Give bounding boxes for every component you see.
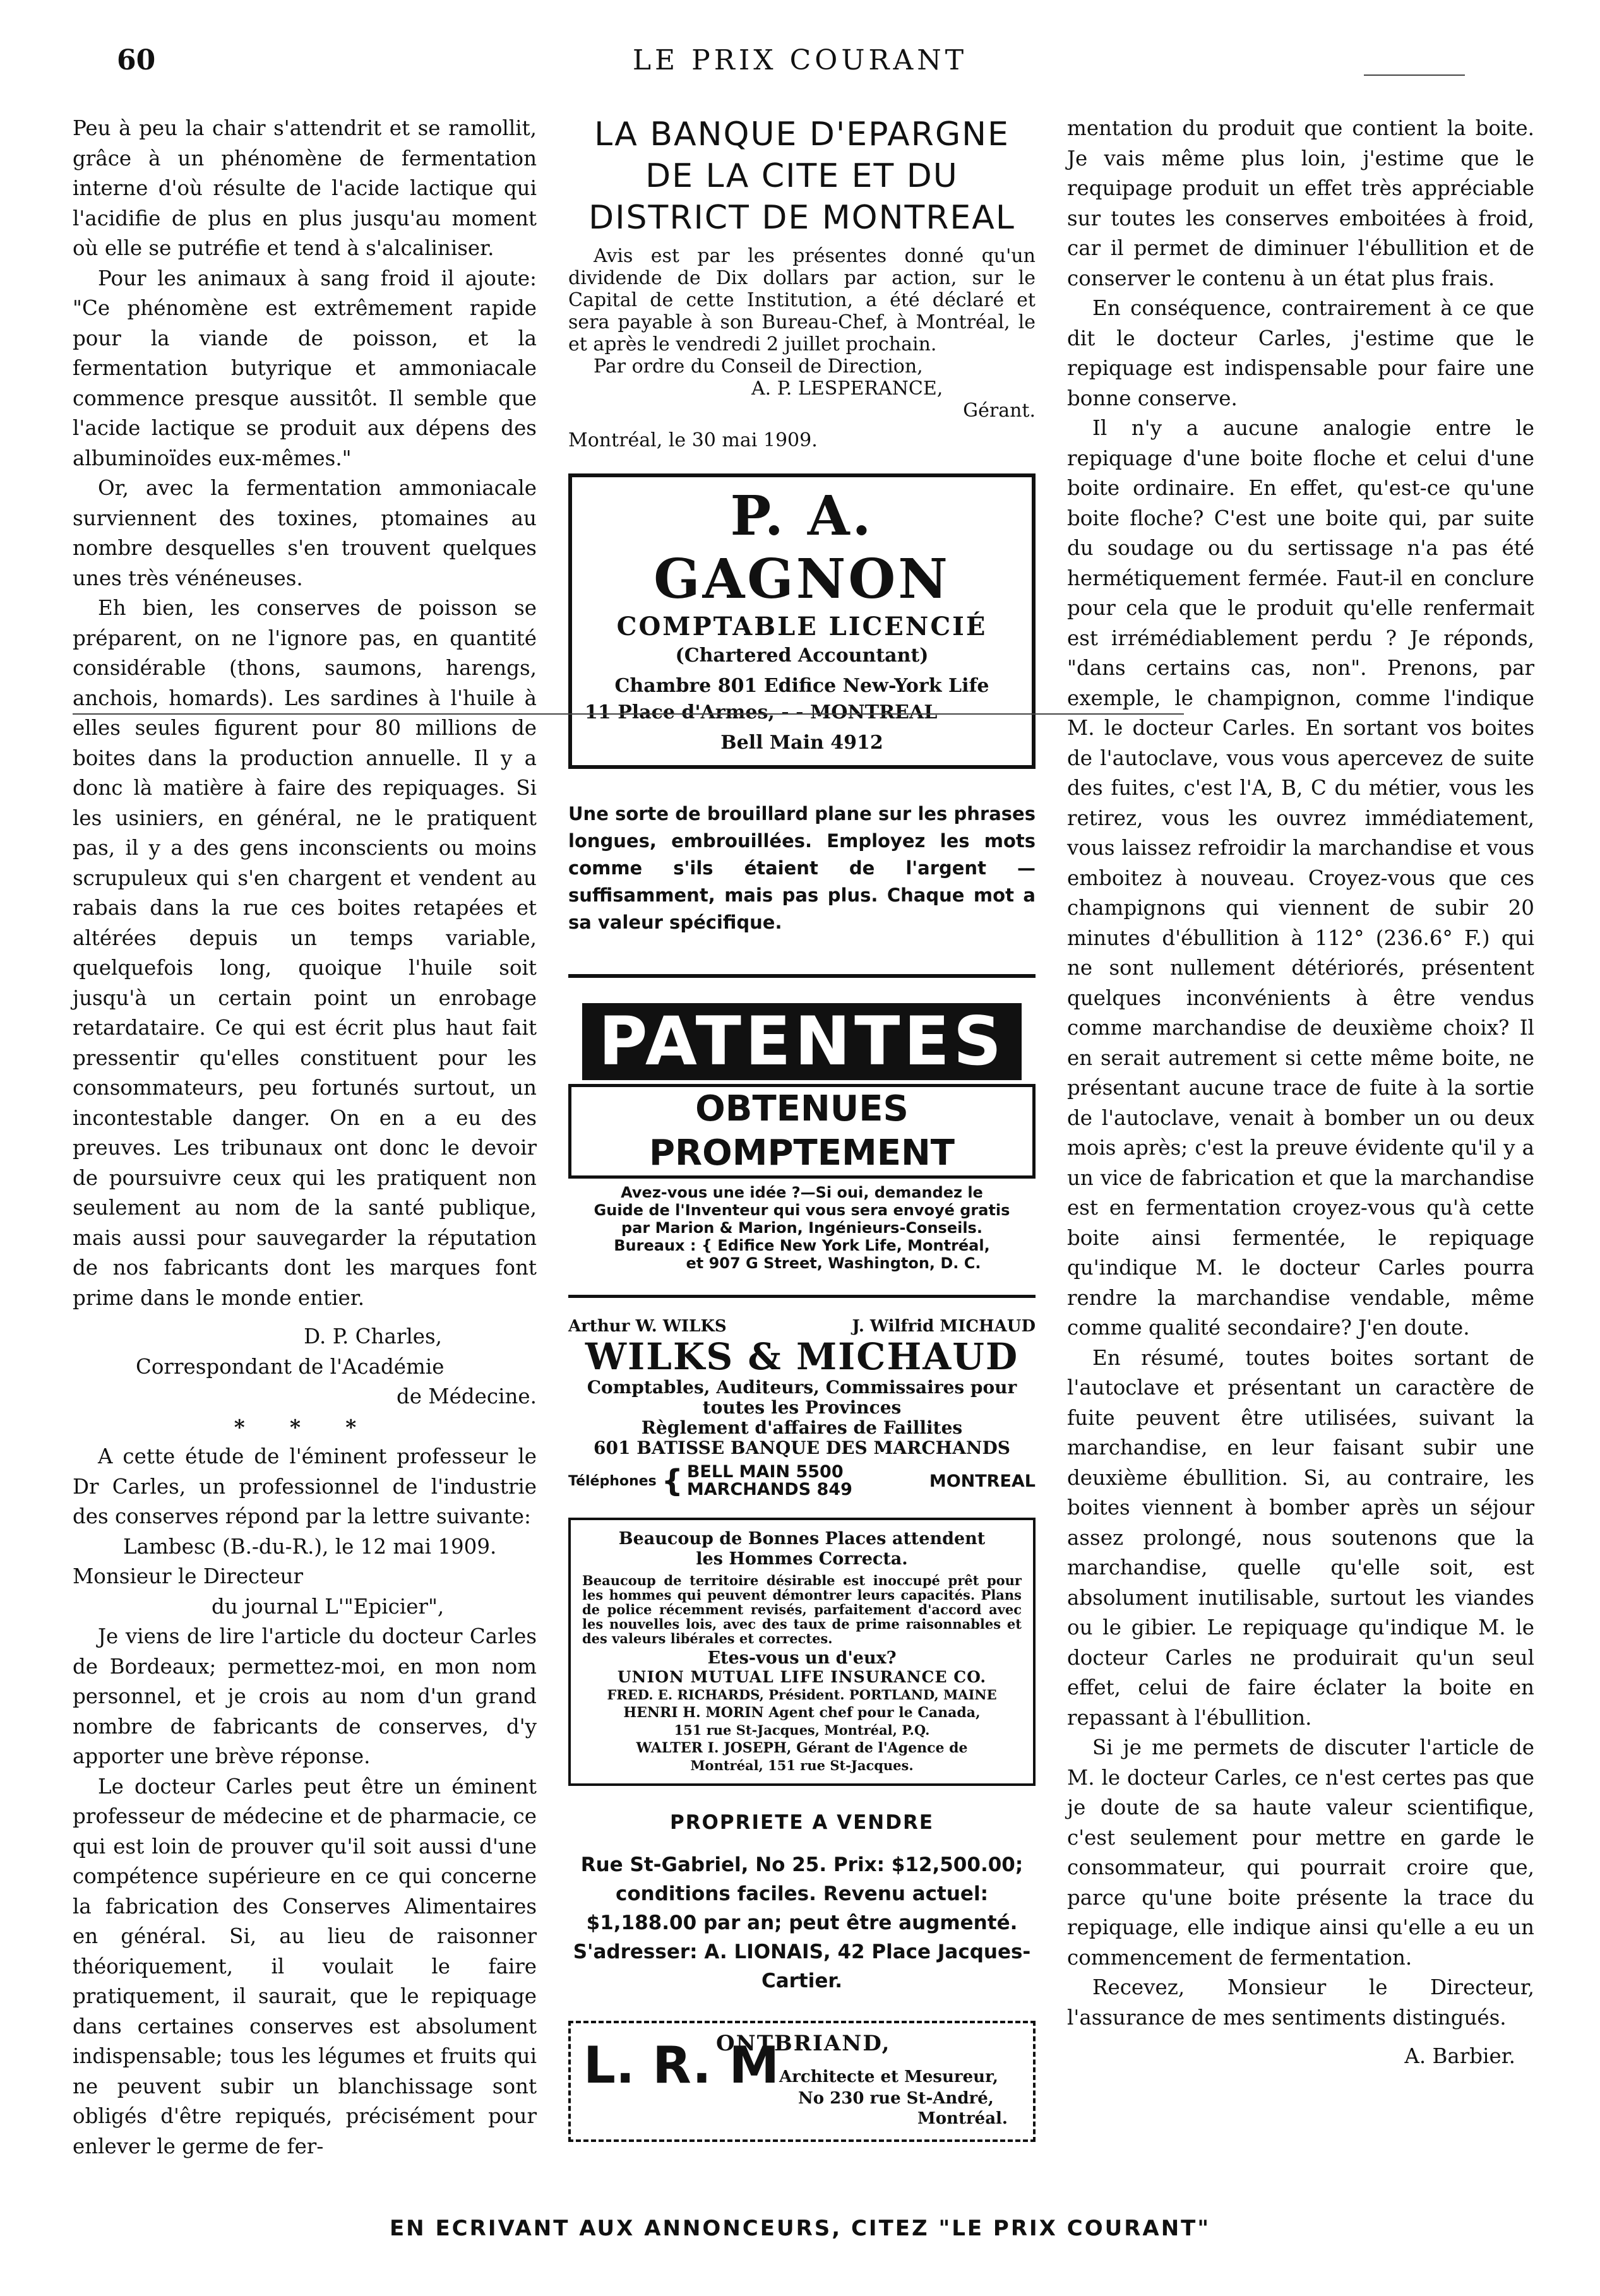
left-column bbox=[73, 114, 537, 2162]
right-column bbox=[1067, 114, 1534, 2072]
gagnon-phone: Bell Main 4912 bbox=[720, 732, 883, 754]
bank-order: Par ordre du Conseil de Direction, bbox=[594, 355, 923, 378]
bank-signatory: A. P. LESPERANCE, bbox=[751, 378, 943, 400]
divider bbox=[568, 1295, 1036, 1298]
montbriand-initials: L. R. M bbox=[583, 2036, 780, 2095]
wilks-tel-label: Téléphones bbox=[568, 1473, 657, 1489]
paragraph: En conséquence, contrairement à ce que dit le docteur Carles, j'estime que le repiquage est indispensable pour faire une bonne conserve. bbox=[1067, 296, 1534, 410]
union-manager-address: Montréal, 151 rue St-Jacques. bbox=[690, 1758, 914, 1773]
union-manager: WALTER I. JOSEPH, Gérant de l'Agence de bbox=[636, 1740, 968, 1756]
wilks-line: Règlement d'affaires de Faillites bbox=[641, 1417, 963, 1438]
patentes-line: Bureaux : { Edifice New York Life, Montréal, bbox=[614, 1237, 990, 1254]
union-heading: Beaucoup de Bonnes Places attendent bbox=[618, 1529, 986, 1549]
bank-body: Avis est par les présentes donné qu'un dividende de Dix dollars par action, sur le Capital de cette Institution, a été déclaré et sera payable à son Bureau-Chef, à Montréal, le et après le vendredi 2 juillet prochain. bbox=[568, 245, 1036, 355]
wilks-line: toutes les Provinces bbox=[702, 1397, 902, 1418]
paragraph: Si je me permets de discuter l'article de M. le docteur Carles, ce n'est certes pas que je doute de sa haute valeur scientifique, c'est seulement pour mettre en garde le consommateur, qui pourrait croire que, parce qu'une boite présente la trace du repiquage, elle indique ainsi qu'elle a eu un commencement de fermentation. bbox=[1067, 1735, 1534, 1970]
union-company: UNION MUTUAL LIFE INSURANCE CO. bbox=[617, 1668, 987, 1686]
patentes-title: PATENTES bbox=[582, 1003, 1022, 1080]
patentes-subtitle: OBTENUES PROMPTEMENT bbox=[568, 1084, 1036, 1179]
paragraph: En résumé, toutes boites sortant de l'autoclave et présentant un caractère de fuite peuvent être utilisées, suivant la marchandise, en leur faisant subir une deuxième ébullition. Si, au contraire, les boites viennent à bomber après un séjour assez prolongé, nous soutenons que la marchandise, quelle qu'elle soit, est absolument inutilisable, surtout les viandes ou le gibier. Le repiquage qu'indique M. le docteur Carles ne produirait qu'un seul effet, celui de faire éclater la boite en repassant à l'ébullition. bbox=[1067, 1345, 1534, 1730]
wilks-city: MONTREAL bbox=[929, 1471, 1036, 1491]
paragraph: mentation du produit que contient la boite. Je vais même plus loin, j'estime que le requipage produit un effet très appréciable sur toutes les conserves emboitées à froid, car il permet de diminuer l'ébullition et de conserver le contenu à un état plus frais. bbox=[1067, 116, 1534, 290]
signature-role: Correspondant de l'Académie bbox=[136, 1354, 445, 1379]
letter-place-date: Lambesc (B.-du-R.), le 12 mai 1909. bbox=[123, 1534, 497, 1559]
gagnon-name: P. A. GAGNON bbox=[654, 484, 950, 611]
divider bbox=[568, 974, 1036, 978]
patentes-line: par Marion & Marion, Ingénieurs-Conseils. bbox=[621, 1219, 982, 1237]
journal-title: LE PRIX COURANT bbox=[632, 44, 968, 76]
letter-salutation-2: du journal L'"Epicier", bbox=[212, 1594, 445, 1619]
bank-notice bbox=[568, 114, 1036, 451]
middle-column bbox=[568, 114, 1036, 2142]
bank-date: Montréal, le 30 mai 1909. bbox=[568, 429, 818, 451]
patentes-line: Avez-vous une idée ?—Si oui, demandez le bbox=[621, 1184, 983, 1201]
paragraph: Le docteur Carles peut être un éminent professeur de médecine et de pharmacie, ce qui est loin de prouver qu'il soit aussi d'une compétence supérieure en ce qui concerne la fabrication des Conserves Alimentaires en général. Si, au lieu de raisonner théoriquement, il voulait le faire pratiquement, il saurait, que le repiquage dans certaines conserves est absolument indispensable; tous les légumes et fruits qui ne peuvent subir un blanchissage sont obligés d'être repiqués, précisément pour enlever le germe de fer- bbox=[73, 1774, 537, 2158]
page-header bbox=[0, 44, 1600, 88]
patentes-line: Guide de l'Inventeur qui vous sera envoyé gratis bbox=[594, 1201, 1010, 1219]
section-stars: * * * bbox=[234, 1414, 376, 1439]
signature-name: D. P. Charles, bbox=[304, 1324, 442, 1348]
union-mutual-ad bbox=[568, 1518, 1036, 1786]
signature-role-2: de Médecine. bbox=[396, 1384, 537, 1408]
paragraph: Pour les animaux à sang froid il ajoute: "Ce phénomène est extrêmement rapide pour la viande de poisson, et la fermentation butyrique et ammoniacale commence presque aussitôt. Il semble que l'acide lactique se produit aux dépens des albuminoïdes eux-mêmes." bbox=[73, 266, 537, 470]
paragraph: Je viens de lire l'article du docteur Carles de Bordeaux; permettez-moi, en mon nom personnel, et je crois au nom d'un grand nombre de fabricants de conserves, d'y apporter une brève réponse. bbox=[73, 1624, 537, 1768]
paragraph: Eh bien, les conserves de poisson se préparent, on ne l'ignore pas, en quantité considérable (thons, saumons, harengs, anchois, homards). Les sardines à l'huile à elles seules figurent pour 80 millions de boites dans la production annuelle. Il y a donc là matière à faire des repiquages. Si les usiniers, en général, ne le pratiquent pas, il y a des gens inconscients ou moins scrupuleux qui s'en chargent et vendent au rabais dans la rue ces boites retapées et altérées depuis un temps variable, quelquefois long, quoique l'huile soit jusqu'à un certain point un enrobage retardataire. Ce qui est écrit plus haut fait pressentir qu'elles constituent pour les consommateurs, peu fortunés surtout, un incontestable danger. On en a eu des preuves. Les tribunaux ont donc le devoir de poursuivre ceux qui les pratiquent non seulement au nom de la santé publique, mais aussi pour sauvegarder la réputation de nos fabricants dont les marques font prime dans le monde entier. bbox=[73, 596, 537, 1310]
wilks-tel-number: MARCHANDS 849 bbox=[686, 1480, 852, 1499]
union-president: FRED. E. RICHARDS, Président. PORTLAND, MAINE bbox=[607, 1687, 997, 1703]
brouillard-maxim: Une sorte de brouillard plane sur les phrases longues, embrouillées. Employez les mots comme s'ils étaient de l'argent —suffisamment, mais pas plus. Chaque mot a sa valeur spécifique. bbox=[568, 803, 1036, 933]
letter-signature: A. Barbier. bbox=[1404, 2044, 1515, 2068]
property-body: Rue St-Gabriel, No 25. Prix: $12,500.00; conditions faciles. Revenu actuel: $1,188.00 par an; peut être augmenté. S'adresser: A. LIONAIS, 42 Place Jacques-Cartier. bbox=[573, 1853, 1031, 1992]
gagnon-address-2: 11 Place d'Armes, - - MONTREAL bbox=[585, 701, 938, 723]
brace-icon: { bbox=[661, 1463, 683, 1499]
montbriand-address: No 230 rue St-André, bbox=[798, 2089, 994, 2108]
page-footer: EN ECRIVANT AUX ANNONCEURS, CITEZ "LE PRIX COURANT" bbox=[389, 2216, 1211, 2241]
michaud-partner-name: J. Wilfrid MICHAUD bbox=[852, 1317, 1036, 1336]
union-body: Beaucoup de territoire désirable est inoccupé prêt pour les hommes qui peuvent démontrer leurs capacités. Plans de police récemment revisés, parfaitement d'accord avec les nouvelles lois, avec des taux de prime raisonnables et des valeurs libérales et correctes. bbox=[582, 1573, 1022, 1646]
wilks-tel-number: BELL MAIN 5500 bbox=[686, 1462, 844, 1482]
wilks-line: Comptables, Auditeurs, Commissaires pour bbox=[587, 1377, 1017, 1398]
bank-signatory-role: Gérant. bbox=[963, 400, 1036, 422]
bank-title-line: DISTRICT DE MONTREAL bbox=[588, 199, 1015, 237]
paragraph: A cette étude de l'éminent professeur le Dr Carles, un professionnel de l'industrie des conserves répond par la lettre suivante: bbox=[73, 1444, 537, 1528]
union-question: Etes-vous un d'eux? bbox=[707, 1648, 897, 1668]
paragraph: Or, avec la fermentation ammoniacale surviennent des toxines, ptomaines au nombre desquelles s'en trouvent quelques unes très vénéneuses. bbox=[73, 476, 537, 590]
property-title: PROPRIETE A VENDRE bbox=[669, 1811, 934, 1834]
gagnon-subtitle: (Chartered Accountant) bbox=[675, 645, 929, 667]
montbriand-profession: Architecte et Mesureur, bbox=[779, 2067, 998, 2086]
page-number: 60 bbox=[117, 44, 156, 76]
montbriand-ad bbox=[568, 2021, 1036, 2142]
gagnon-title: COMPTABLE LICENCIÉ bbox=[616, 612, 988, 641]
wilks-michaud-ad bbox=[568, 1317, 1036, 1499]
wilks-line: 601 BATISSE BANQUE DES MARCHANDS bbox=[594, 1437, 1010, 1458]
union-agent: HENRI H. MORIN Agent chef pour le Canada, bbox=[623, 1704, 981, 1721]
paragraph: Recevez, Monsieur le Directeur, l'assurance de mes sentiments distingués. bbox=[1067, 1975, 1534, 2030]
union-heading-2: les Hommes Correcta. bbox=[696, 1549, 908, 1569]
wilks-partner-name: Arthur W. WILKS bbox=[568, 1317, 727, 1336]
letter-salutation: Monsieur le Directeur bbox=[73, 1564, 304, 1588]
union-agent-address: 151 rue St-Jacques, Montréal, P.Q. bbox=[674, 1722, 930, 1738]
gagnon-address: Chambre 801 Edifice New-York Life bbox=[614, 675, 989, 697]
montbriand-name: ONTBRIAND, bbox=[716, 2031, 891, 2056]
paragraph: Peu à peu la chair s'attendrit et se ramollit, grâce à un phénomène de fermentation interne d'où résulte de l'acide lactique qui l'acidifie de plus en plus jusqu'au moment où elle se putréfie et tend à s'alcaliniser. bbox=[73, 116, 537, 260]
header-rule bbox=[1364, 74, 1465, 76]
patentes-ad bbox=[568, 1003, 1036, 1272]
scan-artifact-line bbox=[73, 713, 1184, 715]
patentes-line: et 907 G Street, Washington, D. C. bbox=[686, 1254, 981, 1272]
paragraph: Il n'y a aucune analogie entre le repiquage d'une boite floche et celui d'une boite ordinaire. En effet, qu'est-ce qu'une boite floche? C'est une boite qui, par suite du soudage ou du sertissage n'a pas été hermétiquement fermée. Faut-il en conclure pour cela que le produit qu'elle renfermait est irrémédiablement perdu ? Je réponds, "dans certains cas, non". Prenons, par exemple, le champignon, comme l'indique M. le docteur Carles. En sortant vos boites de l'autoclave, vous vous apercevez de suite des fuites, c'est l'A, B, C du métier, vous les retirez, vous les ouvrez immédiatement, vous laissez refroidir la marchandise et vous emboitez à nouveau. Croyez-vous que ces champignons qui viennent de subir 20 minutes d'ébullition à 112° (236.6° F.) qui ne sont nullement détériorés, présentent quelques inconvénients à être vendus comme marchandise de deuxième choix? Il en serait autrement si cette même boite, ne présentant aucune trace de fuite à la sortie de l'autoclave, venait à bomber un ou deux mois après; c'est la preuve évidente qu'il y a un vice de fabrication et que la marchandise est en fermentation croyez-vous qu'à cette boite ainsi fermentée, le repiquage qu'indique M. le docteur Carles pourra rendre la marchandise vendable, même comme qualité secondaire? J'en doute. bbox=[1067, 416, 1534, 1340]
wilks-title: WILKS & MICHAUD bbox=[585, 1335, 1019, 1378]
bank-title-line: LA BANQUE D'EPARGNE bbox=[594, 116, 1010, 153]
gagnon-ad bbox=[568, 473, 1036, 769]
bank-title-line: DE LA CITE ET DU bbox=[645, 157, 958, 195]
montbriand-city: Montréal. bbox=[917, 2109, 1008, 2128]
